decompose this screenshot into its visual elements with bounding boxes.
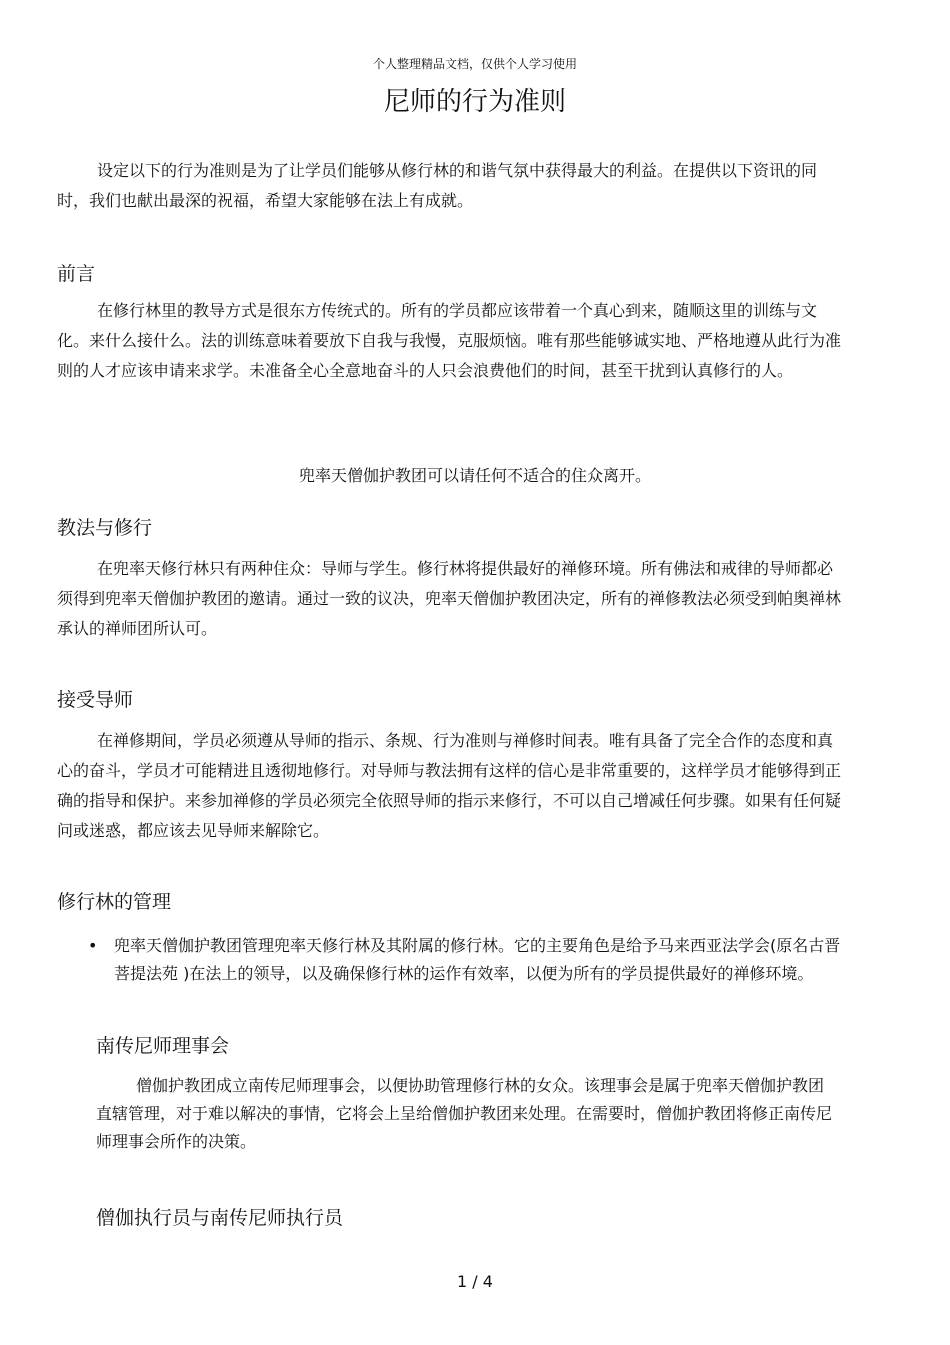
intro-paragraph: 设定以下的行为准则是为了让学员们能够从修行林的和谐气氛中获得最大的利益。在提供以下资讯的同时，我们也献出最深的祝福，希望大家能够在法上有成就。 — [57, 161, 818, 210]
section-paragraph-preface: 在修行林里的教导方式是很东方传统式的。所有的学员都应该带着一个真心到来，随顺这里的训练与文化。来什么接什么。法的训练意味着要放下自我与我慢，克服烦恼。唯有那些能够诚实地、严格地遵从此行为准则的人才应该申请来求学。未准备全心全意地奋斗的人只会浪费他们的时间，甚至干扰到认真修行的人。 — [57, 301, 842, 380]
subsection-heading-nun-council: 南传尼师理事会 — [96, 1035, 230, 1057]
section-heading-teaching: 教法与修行 — [57, 517, 153, 539]
bullet-text: 兜率天僧伽护教团管理兜率天修行林及其附属的修行林。它的主要角色是给予马来西亚法学会(原名古晋菩提法苑 )在法上的领导，以及确保修行林的运作有效率，以便为所有的学员提供最好的禅修环境。 — [114, 936, 841, 983]
section-heading-management: 修行林的管理 — [57, 891, 172, 913]
section-heading-preface: 前言 — [57, 263, 96, 285]
section-heading-accept-teacher: 接受导师 — [57, 689, 134, 711]
bullet-icon: • — [88, 936, 98, 955]
centered-note: 兜率天僧伽护教团可以请任何不适合的住众离开。 — [298, 466, 651, 485]
subsection-paragraph-nun-council: 僧伽护教团成立南传尼师理事会，以便协助管理修行林的女众。该理事会是属于兜率天僧伽护教团直辖管理，对于难以解决的事情，它将会上呈给僧伽护教团来处理。在需要时，僧伽护教团将修正南传尼师理事会所作的决策。 — [96, 1076, 833, 1151]
list-item — [88, 932, 850, 988]
header-note: 个人整理精品文档，仅供个人学习使用 — [372, 57, 577, 71]
section-paragraph-teaching: 在兜率天修行林只有两种住众：导师与学生。修行林将提供最好的禅修环境。所有佛法和戒律的导师都必须得到兜率天僧伽护教团的邀请。通过一致的议决，兜率天僧伽护教团决定，所有的禅修教法必须受到帕奥禅林承认的禅师团所认可。 — [57, 559, 842, 638]
page-number: 1 / 4 — [457, 1272, 493, 1291]
page-title: 尼师的行为准则 — [383, 87, 566, 117]
section-paragraph-accept-teacher: 在禅修期间，学员必须遵从导师的指示、条规、行为准则与禅修时间表。唯有具备了完全合作的态度和真心的奋斗，学员才可能精进且透彻地修行。对导师与教法拥有这样的信心是非常重要的，这样学员才能够得到正确的指导和保护。来参加禅修的学员必须完全依照导师的指示来修行，不可以自己增减任何步骤。如果有任何疑问或迷惑，都应该去见导师来解除它。 — [57, 731, 842, 840]
subsection-heading-executives: 僧伽执行员与南传尼师执行员 — [96, 1207, 344, 1229]
